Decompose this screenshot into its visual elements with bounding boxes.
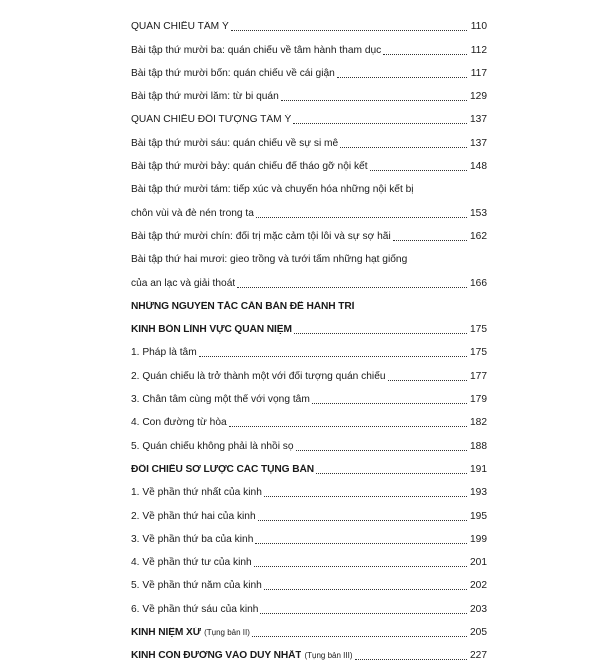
table-of-contents [131, 10, 487, 662]
toc-entry [131, 33, 487, 56]
toc-entry-page-number: 177 [470, 370, 487, 382]
toc-entry [131, 639, 487, 662]
toc-entry-title: QUÁN CHIẾU TÂM Ý [131, 21, 229, 33]
toc-entry-page-number: 129 [470, 91, 487, 103]
toc-entry-title: 4. Về phần thứ tư của kinh [131, 557, 252, 569]
toc-entry-title: 4. Con đường từ hòa [131, 417, 227, 429]
toc-entry-title: Bài tập thứ mười lăm: từ bi quán [131, 91, 279, 103]
dot-leader [296, 450, 467, 451]
toc-entry-subtitle: (Tụng bản II) [204, 628, 250, 638]
toc-entry [131, 383, 487, 406]
dot-leader [231, 30, 467, 31]
dot-leader [256, 217, 467, 218]
toc-entry [131, 243, 487, 266]
toc-entry-page-number: 153 [470, 207, 487, 219]
toc-entry-page-number: 179 [470, 394, 487, 406]
dot-leader [293, 123, 467, 124]
toc-entry-page-number: 182 [470, 417, 487, 429]
toc-entry [131, 10, 487, 33]
dot-leader [255, 543, 467, 544]
toc-entry-title: của an lạc và giải thoát [131, 277, 236, 289]
dot-leader [316, 473, 467, 474]
toc-entry-page-number: 117 [470, 67, 487, 79]
toc-entry [131, 173, 487, 196]
toc-entry [131, 592, 487, 615]
toc-entry-page-number: 227 [470, 650, 487, 662]
dot-leader [264, 589, 467, 590]
dot-leader [237, 287, 467, 288]
toc-entry-title: 1. Pháp là tâm [131, 347, 197, 359]
toc-entry-subtitle: (Tụng bản III) [304, 651, 353, 661]
toc-entry [131, 220, 487, 243]
toc-entry-page-number: 202 [470, 580, 487, 592]
dot-leader [258, 520, 467, 521]
dot-leader [264, 496, 467, 497]
dot-leader [340, 147, 467, 148]
dot-leader [294, 333, 467, 334]
dot-leader [252, 636, 467, 637]
toc-entry-page-number: 110 [470, 21, 487, 33]
dot-leader [199, 356, 467, 357]
toc-entry-page-number: 201 [470, 557, 487, 569]
toc-entry [131, 80, 487, 103]
toc-entry-title: 2. Quán chiếu là trở thành một với đối tượng quán chiếu [131, 370, 386, 382]
toc-entry-title: 3. Chân tâm cùng một thể với vọng tâm [131, 394, 310, 406]
toc-entry [131, 453, 487, 476]
toc-entry-title: ĐỐI CHIẾU SƠ LƯỢC CÁC TỤNG BẢN [131, 463, 315, 475]
toc-entry-title: chôn vùi và đè nén trong ta [131, 207, 254, 219]
toc-entry-title: Bài tập thứ mười bốn: quán chiếu về cái giận [131, 67, 335, 79]
toc-entry [131, 313, 487, 336]
toc-entry [131, 336, 487, 359]
toc-entry [131, 499, 487, 522]
dot-leader [355, 659, 468, 660]
toc-entry [131, 126, 487, 149]
toc-entry-page-number: 166 [470, 277, 487, 289]
toc-entry-page-number: 112 [470, 44, 487, 56]
dot-leader [229, 426, 467, 427]
toc-entry [131, 57, 487, 80]
toc-entry-title: KINH BỐN LĨNH VỰC QUÁN NIỆM [131, 324, 292, 336]
toc-entry-title: Bài tập thứ mười tám: tiếp xúc và chuyển hóa những nội kết bị [131, 184, 414, 196]
toc-entry [131, 266, 487, 289]
toc-entry-title: QUÁN CHIẾU ĐỐI TƯỢNG TÂM Ý [131, 114, 292, 126]
toc-entry [131, 290, 487, 313]
toc-entry-title: 5. Quán chiếu không phải là nhồi sọ [131, 440, 294, 452]
toc-entry-title: Bài tập thứ mười ba: quán chiếu về tâm hành tham dục [131, 44, 382, 56]
toc-entry-page-number: 191 [470, 463, 487, 475]
toc-entry [131, 546, 487, 569]
dot-leader [312, 403, 467, 404]
toc-entry-title: KINH CON ĐƯỜNG VÀO DUY NHẤT [131, 650, 302, 662]
toc-entry [131, 476, 487, 499]
dot-leader [337, 77, 467, 78]
toc-entry [131, 406, 487, 429]
toc-entry [131, 523, 487, 546]
toc-entry-page-number: 175 [470, 324, 487, 336]
toc-entry-title: KINH NIỆM XỨ [131, 627, 202, 639]
toc-entry-title: 6. Về phần thứ sáu của kinh [131, 603, 259, 615]
toc-entry-page-number: 195 [470, 510, 487, 522]
dot-leader [254, 566, 467, 567]
toc-entry-page-number: 203 [470, 603, 487, 615]
dot-leader [393, 240, 467, 241]
toc-entry-title: 3. Về phần thứ ba của kinh [131, 533, 254, 545]
dot-leader [388, 380, 467, 381]
toc-entry [131, 196, 487, 219]
toc-entry-page-number: 188 [470, 440, 487, 452]
toc-entry [131, 569, 487, 592]
toc-entry-page-number: 205 [470, 627, 487, 639]
dot-leader [281, 100, 467, 101]
toc-entry-page-number: 199 [470, 533, 487, 545]
toc-entry [131, 150, 487, 173]
toc-entry-page-number: 137 [470, 137, 487, 149]
toc-entry [131, 103, 487, 126]
toc-entry-page-number: 137 [470, 114, 487, 126]
toc-entry-title: 2. Về phần thứ hai của kinh [131, 510, 256, 522]
toc-entry [131, 616, 487, 639]
dot-leader [260, 613, 467, 614]
toc-entry-title: 1. Về phần thứ nhất của kinh [131, 487, 262, 499]
toc-entry-page-number: 162 [470, 230, 487, 242]
toc-entry-title: 5. Về phần thứ năm của kinh [131, 580, 262, 592]
toc-entry-title: Bài tập thứ mười sáu: quán chiếu về sự si mê [131, 137, 339, 149]
dot-leader [383, 54, 467, 55]
toc-entry-title: Bài tập thứ mười bảy: quán chiếu để tháo gỡ nội kết [131, 161, 368, 173]
toc-entry [131, 359, 487, 382]
toc-entry-title: NHỮNG NGUYÊN TẮC CĂN BẢN ĐỂ HÀNH TRÌ [131, 300, 355, 312]
toc-entry-title: Bài tập thứ hai mươi: gieo trồng và tưới tẩm những hạt giống [131, 254, 408, 266]
toc-entry [131, 429, 487, 452]
toc-entry-page-number: 148 [470, 161, 487, 173]
dot-leader [370, 170, 467, 171]
toc-entry-title: Bài tập thứ mười chín: đối trị mặc cảm tội lỗi và sự sợ hãi [131, 230, 391, 242]
toc-entry-page-number: 193 [470, 487, 487, 499]
toc-entry-page-number: 175 [470, 347, 487, 359]
